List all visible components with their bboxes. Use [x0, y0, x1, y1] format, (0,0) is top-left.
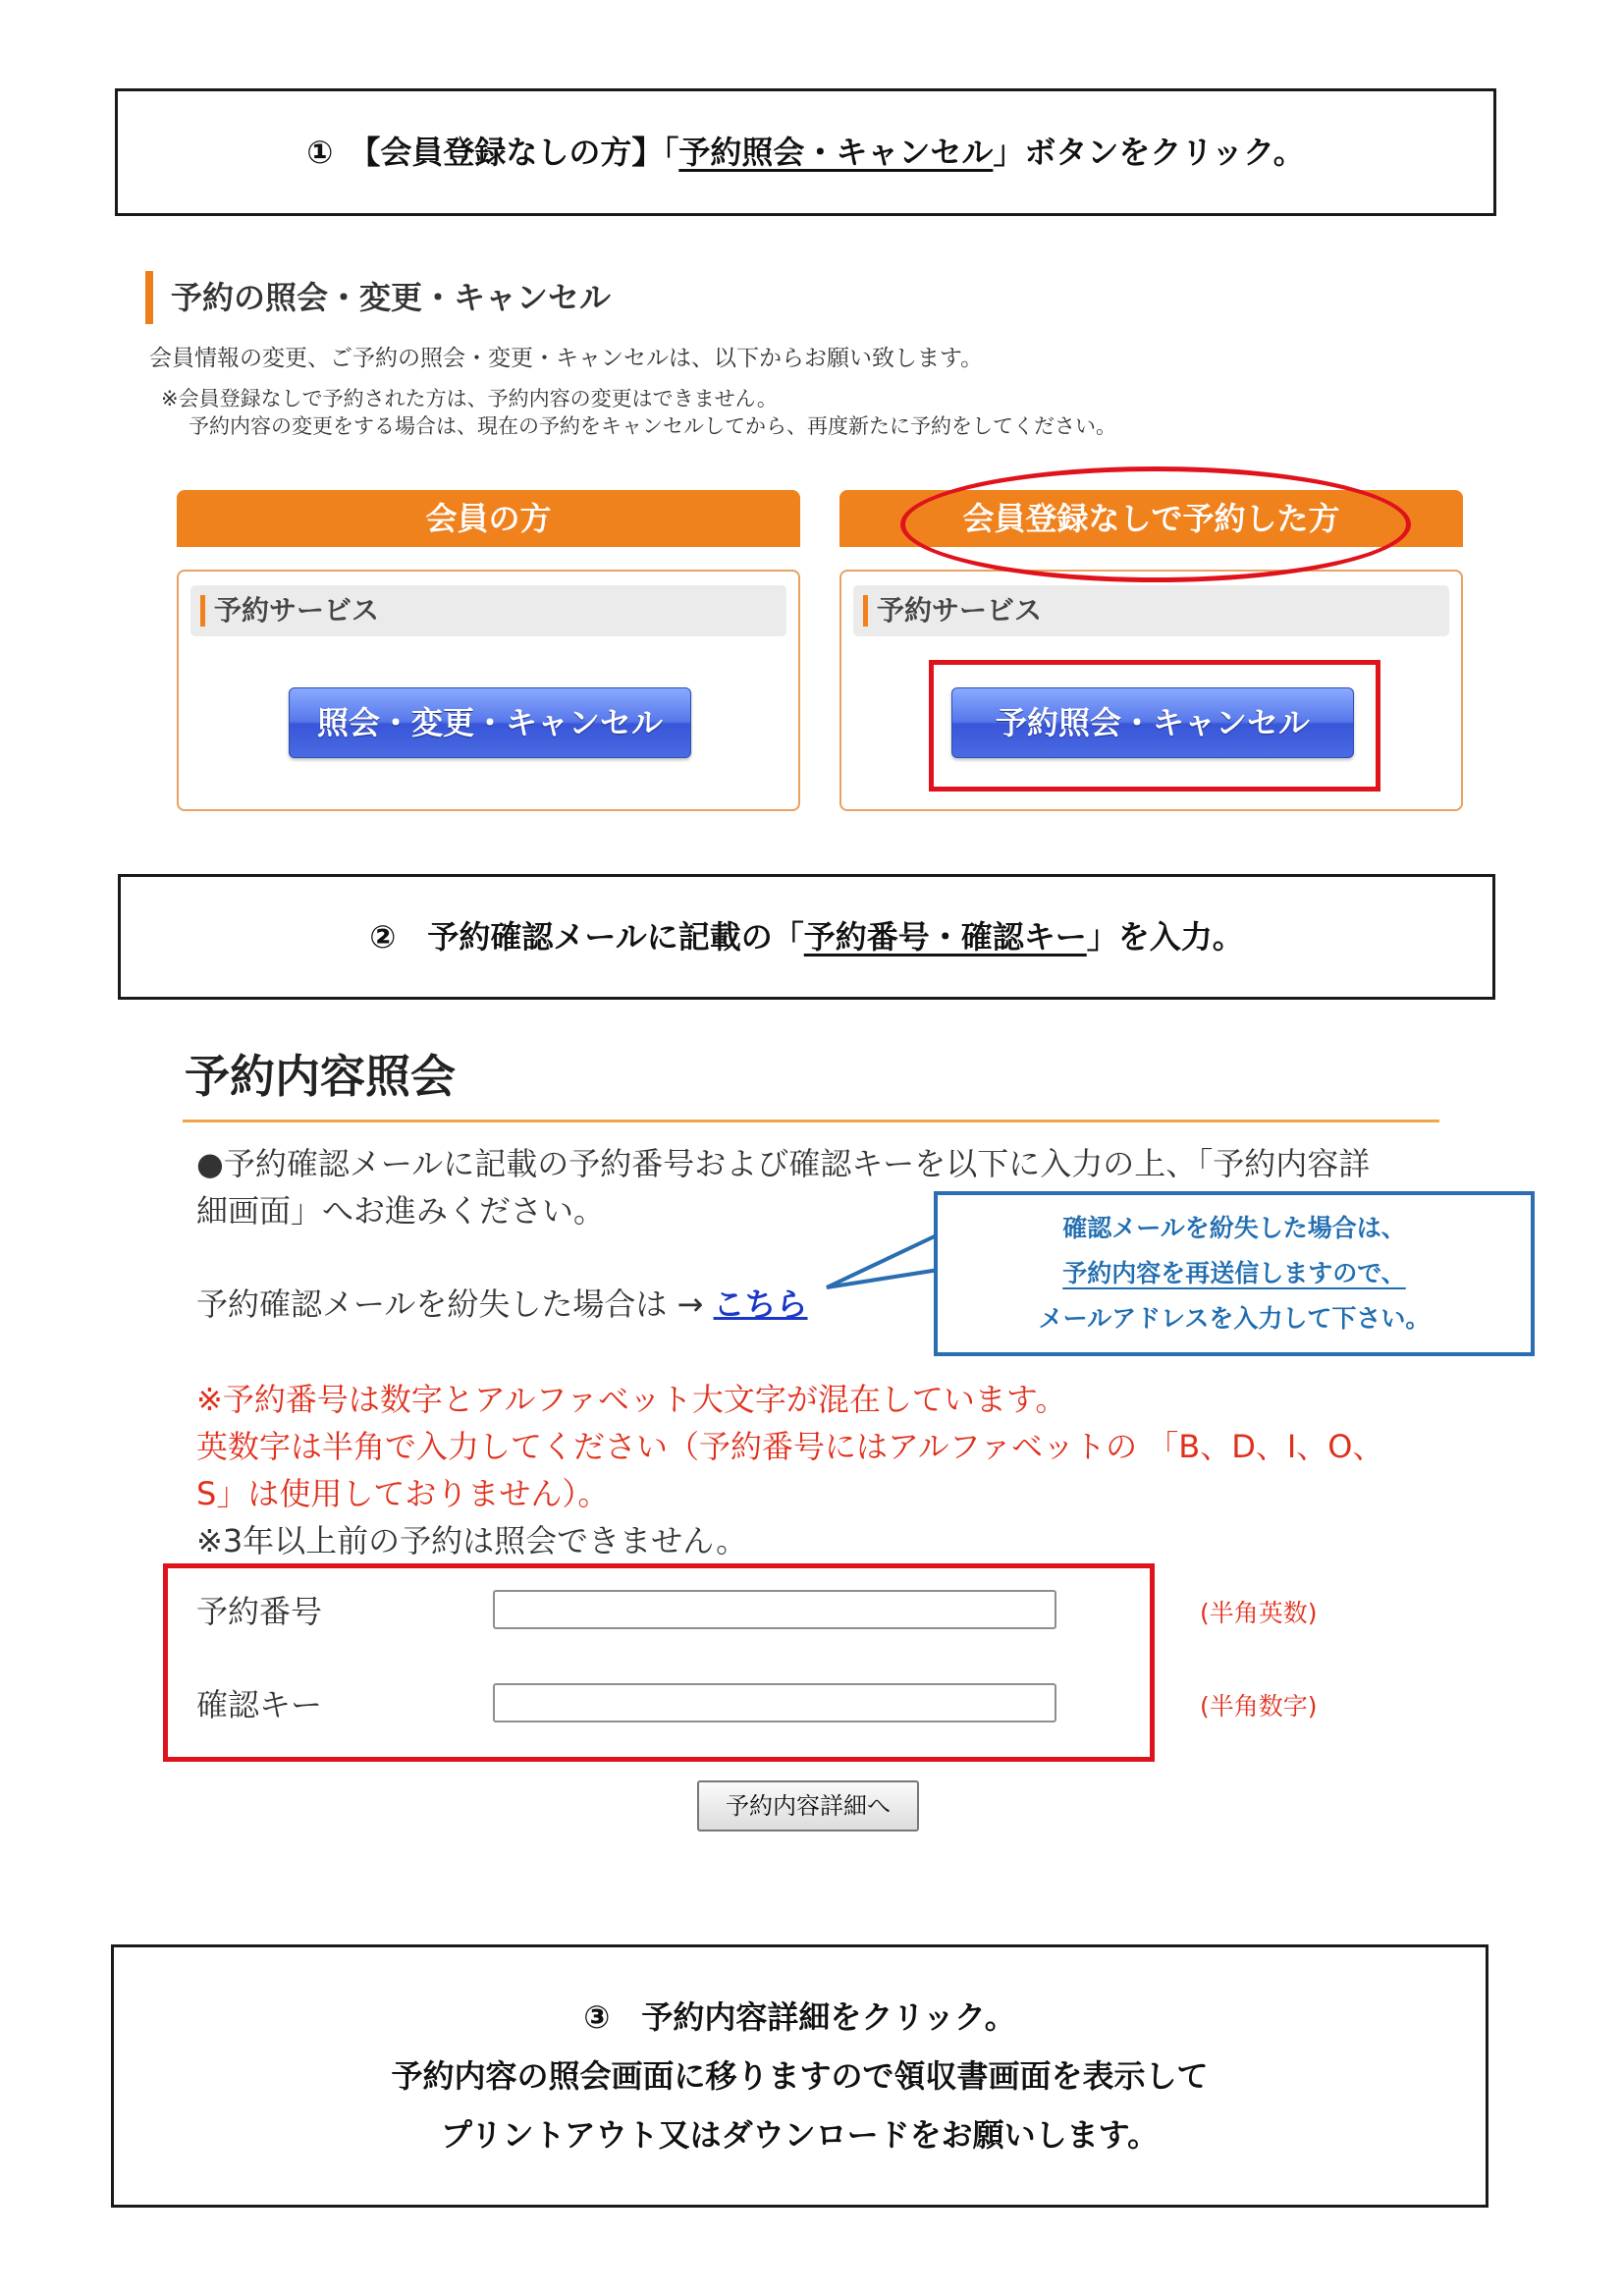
reservation-number-input[interactable]: [493, 1590, 1056, 1629]
step2-underlined-text: 予約番号・確認キー: [803, 918, 1087, 956]
step1-underlined-text: 予約照会・キャンセル: [678, 134, 994, 171]
guest-subheader-label: 予約サービス: [877, 594, 1043, 627]
callout-line1: 確認メールを紛失した場合は、: [1062, 1214, 1406, 1242]
step3-line1: ③ 予約内容詳細をクリック。: [583, 1998, 1016, 2036]
section2-intro-line2: 細画面」へお進みください。: [196, 1192, 606, 1230]
step2-box: [118, 874, 1495, 1000]
warning-line2: 英数字は半角で入力してください（予約番号にはアルファベットの 「B、D、I、O、: [196, 1428, 1384, 1465]
section2-title: 予約内容照会: [185, 1050, 456, 1103]
member-header: 会員の方: [177, 490, 800, 547]
orange-divider: [183, 1120, 1439, 1122]
step3-box: [111, 1944, 1488, 2208]
callout-line2: 予約内容を再送信しますので、: [1062, 1259, 1406, 1287]
member-subheader-label: 予約サービス: [214, 594, 380, 627]
member-panel: [177, 570, 800, 811]
step2-text-before: 予約確認メールに記載の「: [427, 918, 804, 956]
section1-title: 予約の照会・変更・キャンセル: [145, 271, 611, 324]
detail-submit-button[interactable]: 予約内容詳細へ: [697, 1780, 919, 1831]
lost-email-text: 予約確認メールを紛失した場合は →: [196, 1285, 714, 1323]
step1-box: [115, 88, 1496, 216]
lost-email-link[interactable]: こちら: [713, 1285, 808, 1323]
step3-line2: 予約内容の照会画面に移りますので領収書画面を表示して: [391, 2057, 1209, 2095]
reservation-number-label: 予約番号: [196, 1593, 323, 1630]
section1-note2: 予約内容の変更をする場合は、現在の予約をキャンセルしてから、再度新たに予約をしてください。: [189, 414, 1116, 438]
section2-intro-line1: ●予約確認メールに記載の予約番号および確認キーを以下に入力の上、「予約内容詳: [196, 1145, 1371, 1182]
confirmation-key-hint: (半角数字): [1200, 1692, 1318, 1721]
orange-bar-accent: [200, 595, 205, 627]
step1-text-after: 」ボタンをクリック。: [993, 134, 1305, 171]
confirmation-key-label: 確認キー: [196, 1686, 323, 1723]
callout-pointer: [825, 1232, 943, 1291]
warning-line3: S」は使用しておりません）。: [196, 1475, 610, 1512]
step2-number: ②: [369, 918, 397, 956]
step1-text-before: 【会員登録なしの方】「: [364, 134, 679, 171]
member-subheader: [190, 585, 786, 636]
step3-line3: プリントアウト又はダウンロードをお願いします。: [440, 2116, 1160, 2154]
callout-box: [934, 1191, 1535, 1356]
section1-note1: ※会員登録なしで予約された方は、予約内容の変更はできません。: [161, 387, 778, 410]
section1-description: 会員情報の変更、ご予約の照会・変更・キャンセルは、以下からお願い致します。: [149, 346, 984, 371]
lost-email-line: [196, 1280, 808, 1325]
step2-text: [369, 907, 1244, 966]
confirmation-key-input[interactable]: [493, 1683, 1056, 1722]
orange-bar-accent: [863, 595, 868, 627]
age-limit-note: ※3年以上前の予約は照会できません。: [196, 1522, 748, 1559]
red-ellipse-highlight: [900, 466, 1411, 582]
guest-subheader: [853, 585, 1449, 636]
step2-text-after: 」を入力。: [1086, 918, 1244, 956]
guest-inquiry-button[interactable]: 予約照会・キャンセル: [951, 687, 1354, 758]
step1-number: ①: [306, 134, 334, 171]
reservation-number-hint: (半角英数): [1200, 1599, 1318, 1627]
guest-header: 会員登録なしで予約した方: [839, 490, 1463, 547]
warning-line1: ※予約番号は数字とアルファベット大文字が混在しています。: [196, 1381, 1067, 1418]
callout-line3: メールアドレスを入力して下さい。: [1038, 1304, 1431, 1333]
step1-text: [306, 123, 1305, 182]
member-inquiry-button[interactable]: 照会・変更・キャンセル: [289, 687, 691, 758]
red-box-highlight: [929, 660, 1380, 792]
